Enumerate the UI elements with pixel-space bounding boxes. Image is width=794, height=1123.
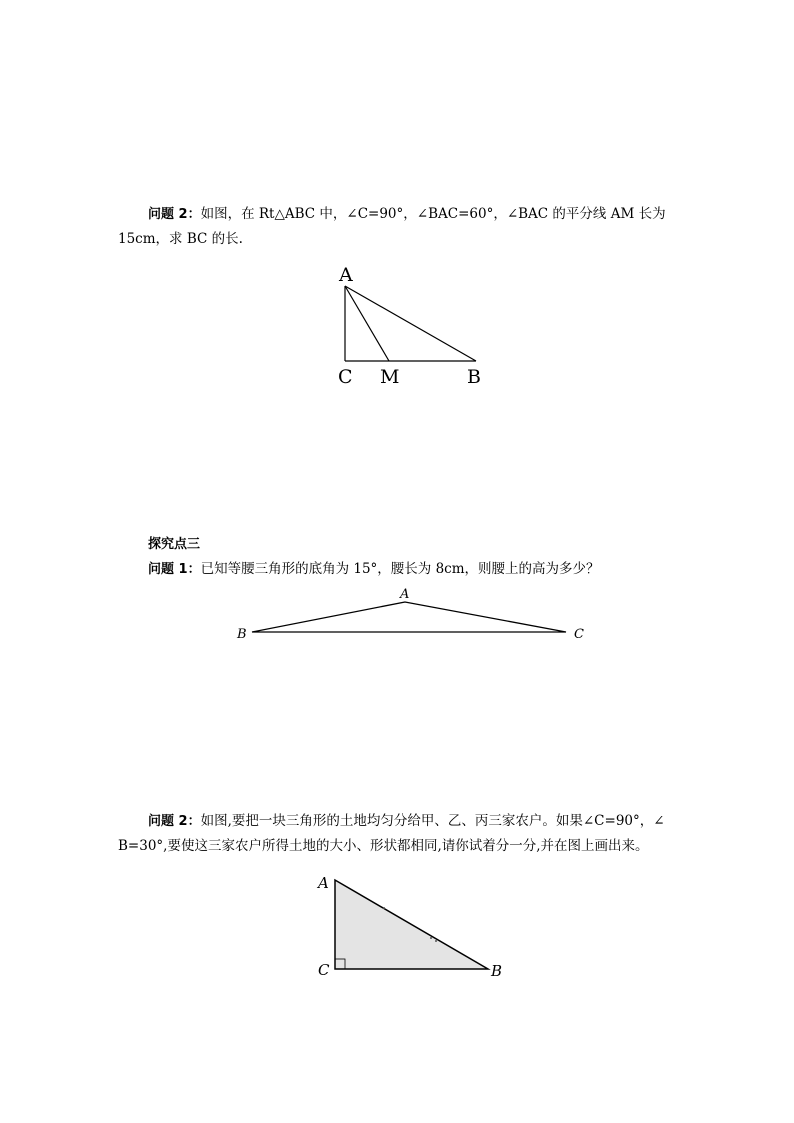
question-label: 问题 2： <box>148 814 201 829</box>
tick-mark <box>435 940 437 942</box>
vertex-label-c: C <box>338 366 353 388</box>
vertex-label-a: A <box>400 587 410 602</box>
point-label-m: M <box>380 366 400 388</box>
question-text-line2: B=30°,要使这三家农户所得土地的大小、形状都相同,请你试着分一分,并在图上画出来。 <box>118 838 649 854</box>
question-text-line1: 如图，在 Rt△ABC 中，∠C=90°，∠BAC=60°，∠BAC 的平分线 AM 长为 <box>200 206 666 222</box>
question-text-line1: 如图,要把一块三角形的土地均匀分给甲、乙、丙三家农户。如果∠C=90°，∠ <box>200 813 665 829</box>
vertex-label-c: C <box>318 961 330 979</box>
vertex-label-b: B <box>491 962 503 980</box>
vertex-label-b: B <box>467 366 481 388</box>
triangle-abc <box>335 880 488 969</box>
vertex-label-c: C <box>574 627 584 642</box>
vertex-label-b: B <box>237 627 247 642</box>
tick-mark <box>430 937 432 939</box>
tick-mark <box>383 907 385 909</box>
question-text-line2: 15cm，求 BC 的长. <box>118 231 243 247</box>
question-label: 问题 1： <box>148 562 201 577</box>
vertex-label-a: A <box>318 874 329 892</box>
vertex-label-a: A <box>339 264 353 286</box>
question-label: 问题 2： <box>148 207 201 222</box>
question-text: 已知等腰三角形的底角为 15°，腰长为 8cm，则腰上的高为多少？ <box>200 561 600 577</box>
section-heading: 探究点三 <box>148 537 201 552</box>
